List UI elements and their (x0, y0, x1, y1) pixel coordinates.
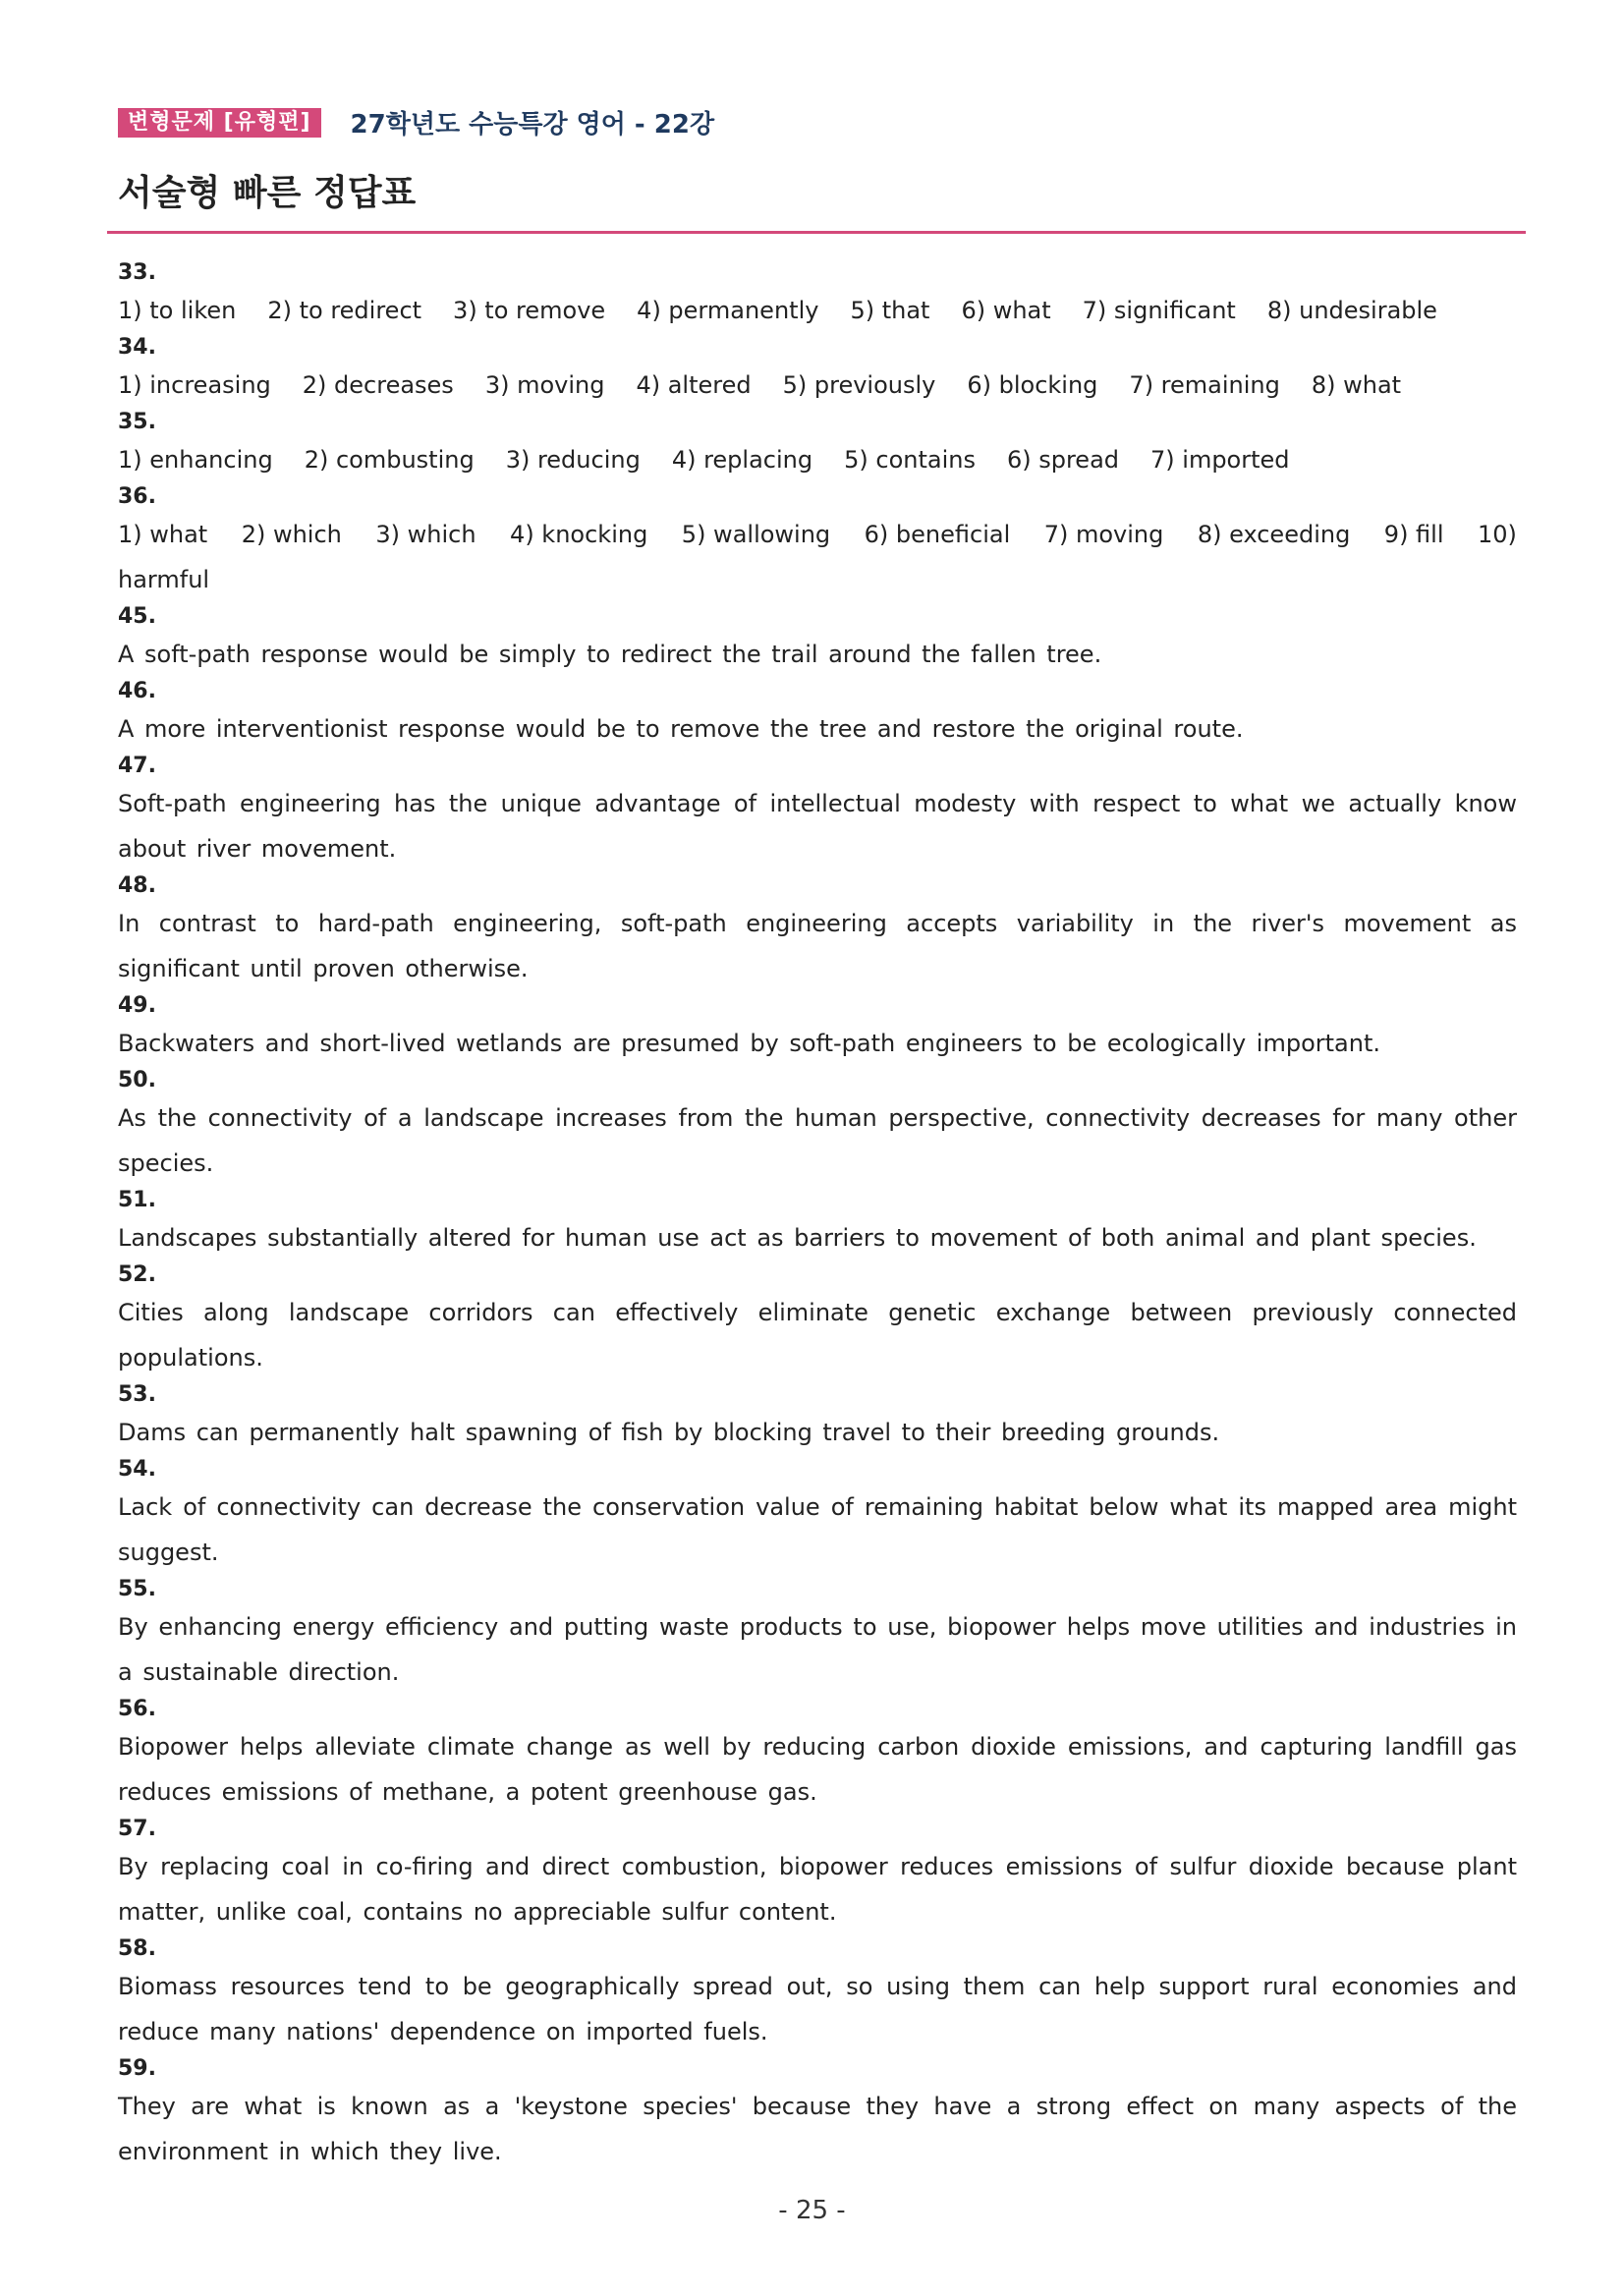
answer-item: 9) fill (1383, 521, 1444, 548)
answer-item: 3) to remove (453, 297, 606, 324)
item-sentence: In contrast to hard-path engineering, soft-path engineering accepts variability in the river's movement as significant until proven otherwise. (118, 910, 1517, 982)
page-number: - 25 - (778, 2196, 846, 2225)
sentence-item (118, 1455, 1517, 1575)
answer-item: 6) what (961, 297, 1051, 324)
sentence-item (118, 871, 1517, 991)
item-sentence: Dams can permanently halt spawning of fish by blocking travel to their breeding grounds. (118, 1419, 1220, 1446)
answer-item: 10) (1478, 521, 1517, 548)
item-number: 50. (118, 1068, 156, 1092)
answer-item: 2) combusting (304, 446, 475, 474)
title-divider (107, 231, 1526, 234)
answer-item: 1) what (118, 521, 208, 548)
item-sentence: Lack of connectivity can decrease the conservation value of remaining habitat below what its mapped area might suggest. (118, 1493, 1517, 1566)
sentence-item (118, 752, 1517, 871)
item-number: 52. (118, 1262, 156, 1287)
item-number: 48. (118, 873, 156, 898)
answer-item: 6) blocking (967, 371, 1098, 399)
answer-item: 2) decreases (302, 371, 454, 399)
answer-list (118, 363, 1517, 408)
sentence-item (118, 991, 1517, 1066)
item-sentence: Soft-path engineering has the unique advantage of intellectual modesty with respect to what we actually know about river movement. (118, 790, 1517, 863)
answer-item: 3) reducing (505, 446, 641, 474)
answer-item: 4) knocking (510, 521, 648, 548)
answer-item: 6) beneficial (864, 521, 1011, 548)
answer-item: 4) replacing (671, 446, 813, 474)
answer-set (118, 333, 1517, 408)
item-number: 56. (118, 1697, 156, 1721)
item-number: 54. (118, 1457, 156, 1482)
item-sentence: Landscapes substantially altered for human use act as barriers to movement of both animal and plant species. (118, 1224, 1477, 1252)
sentence-item (118, 1260, 1517, 1380)
answer-item: 3) moving (484, 371, 605, 399)
answer-set (118, 482, 1517, 602)
item-number: 45. (118, 604, 156, 629)
answer-item: 1) enhancing (118, 446, 273, 474)
item-number: 51. (118, 1188, 156, 1212)
page-title: 서술형 빠른 정답표 (118, 173, 417, 213)
item-number: 55. (118, 1577, 156, 1601)
item-number: 35. (118, 410, 156, 434)
answer-item: 8) exceeding (1197, 521, 1351, 548)
sentence-item (118, 2054, 1517, 2174)
item-number: 59. (118, 2056, 156, 2081)
item-sentence: A more interventionist response would be to remove the tree and restore the original route. (118, 715, 1244, 743)
category-tag: 변형문제 [유형편] (118, 108, 321, 138)
answer-item: 1) increasing (118, 371, 271, 399)
item-sentence: Backwaters and short-lived wetlands are presumed by soft-path engineers to be ecologically important. (118, 1030, 1381, 1057)
sentence-item (118, 1066, 1517, 1186)
item-sentence: They are what is known as a 'keystone species' because they have a strong effect on many aspects of the environment in which they live. (118, 2093, 1517, 2165)
sentence-item (118, 602, 1517, 677)
answer-item: 7) significant (1082, 297, 1236, 324)
item-sentence: Biomass resources tend to be geographically spread out, so using them can help support rural economies and reduce many nations' dependence on imported fuels. (118, 1973, 1517, 2045)
answer-item: 4) permanently (637, 297, 819, 324)
item-number: 36. (118, 484, 156, 509)
subject-title: 27학년도 수능특강 영어 - 22강 (350, 110, 715, 140)
item-sentence: Cities along landscape corridors can effectively eliminate genetic exchange between previously connected populations. (118, 1299, 1517, 1372)
item-sentence: By enhancing energy efficiency and putting waste products to use, biopower helps move utilities and industries in a sustainable direction. (118, 1613, 1517, 1686)
sentence-item (118, 1934, 1517, 2054)
item-number: 58. (118, 1936, 156, 1961)
item-sentence: As the connectivity of a landscape increases from the human perspective, connectivity decreases for many other species. (118, 1104, 1517, 1177)
item-number: 46. (118, 679, 156, 703)
item-number: 34. (118, 335, 156, 360)
item-sentence: A soft-path response would be simply to redirect the trail around the fallen tree. (118, 641, 1102, 668)
item-number: 33. (118, 260, 156, 285)
answer-item: 6) spread (1006, 446, 1120, 474)
sentence-item (118, 1575, 1517, 1695)
answer-item: 5) that (850, 297, 930, 324)
answer-item: 7) imported (1150, 446, 1290, 474)
item-sentence: Biopower helps alleviate climate change as well by reducing carbon dioxide emissions, and capturing landfill gas reduces emissions of methane, a potent greenhouse gas. (118, 1733, 1517, 1806)
sentence-item (118, 1186, 1517, 1260)
answer-item: 7) moving (1043, 521, 1164, 548)
answer-item: 8) what (1311, 371, 1402, 399)
answer-set (118, 408, 1517, 482)
answer-item: harmful (118, 566, 210, 593)
answer-list (118, 437, 1517, 482)
answer-item: 3) which (375, 521, 476, 548)
answer-item: 7) remaining (1129, 371, 1280, 399)
item-number: 57. (118, 1817, 156, 1841)
sentence-item (118, 1815, 1517, 1934)
answer-item: 1) to liken (118, 297, 237, 324)
answer-item: 2) which (241, 521, 342, 548)
item-sentence: By replacing coal in co-firing and direct combustion, biopower reduces emissions of sulfur dioxide because plant matter, unlike coal, contains no appreciable sulfur content. (118, 1853, 1517, 1926)
sentence-item (118, 1380, 1517, 1455)
item-number: 49. (118, 993, 156, 1018)
answer-item: 5) previously (782, 371, 936, 399)
answer-item: 4) altered (636, 371, 752, 399)
answer-list (118, 512, 1517, 602)
answer-set (118, 258, 1517, 333)
sentence-item (118, 1695, 1517, 1815)
answer-item: 5) wallowing (681, 521, 831, 548)
item-number: 53. (118, 1382, 156, 1407)
answer-item: 8) undesirable (1266, 297, 1437, 324)
sentence-item (118, 677, 1517, 752)
answer-item: 2) to redirect (267, 297, 422, 324)
page-header (118, 104, 714, 140)
answer-item: 5) contains (844, 446, 976, 474)
answer-content (118, 258, 1517, 2174)
item-number: 47. (118, 754, 156, 778)
answer-list (118, 288, 1517, 333)
